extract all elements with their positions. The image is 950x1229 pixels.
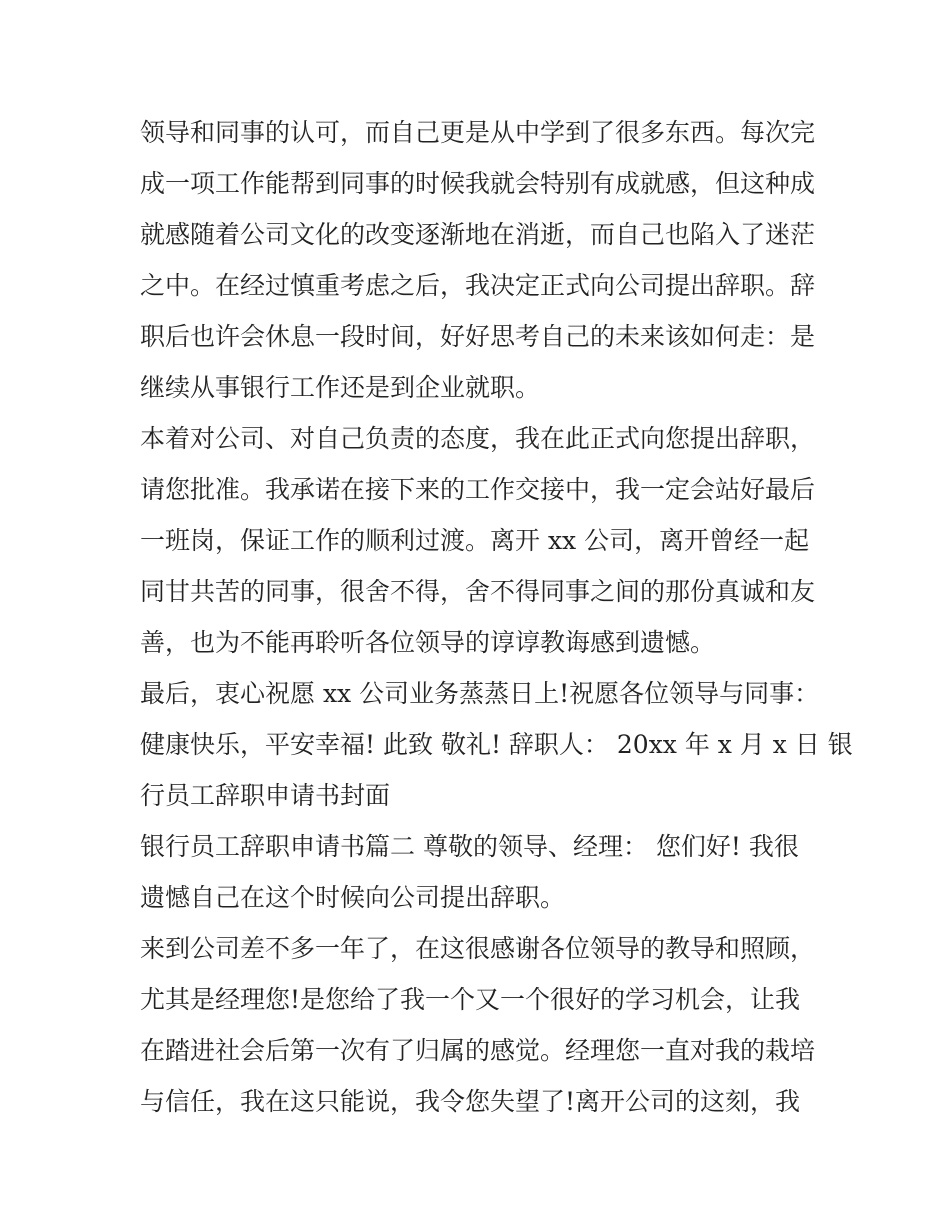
document-body <box>140 107 853 1127</box>
text-line: 同甘共苦的同事，很舍不得，舍不得同事之间的那份真诚和友 <box>140 577 816 606</box>
text-line: 本着对公司、对自己负责的态度，我在此正式向您提出辞职， <box>140 424 816 453</box>
text-line: 遗憾自己在这个时候向公司提出辞职。 <box>140 883 566 912</box>
text-line: 就感随着公司文化的改变逐渐地在消逝，而自己也陷入了迷茫 <box>140 220 816 249</box>
text-line: 银行员工辞职申请书篇二 尊敬的领导、经理： 您们好! 我很 <box>140 832 799 861</box>
text-line: 善，也为不能再聆听各位领导的谆谆教诲感到遗憾。 <box>140 628 716 657</box>
text-line: 一班岗，保证工作的顺利过渡。离开 xx 公司，离开曾经一起 <box>140 526 810 555</box>
text-line: 继续从事银行工作还是到企业就职。 <box>140 373 541 402</box>
text-line: 尤其是经理您!是您给了我一个又一个很好的学习机会，让我 <box>140 985 801 1014</box>
text-line: 请您批准。我承诺在接下来的工作交接中，我一定会站好最后 <box>140 475 816 504</box>
text-line: 来到公司差不多一年了，在这很感谢各位领导的教导和照顾， <box>140 934 816 963</box>
text-line: 健康快乐，平安幸福! 此致 敬礼! 辞职人： 20xx 年 x 月 x 日 银 <box>140 730 853 759</box>
text-line: 领导和同事的认可，而自己更是从中学到了很多东西。每次完 <box>140 118 816 147</box>
text-line: 职后也许会休息一段时间，好好思考自己的未来该如何走：是 <box>140 322 816 351</box>
text-line: 之中。在经过慎重考虑之后，我决定正式向公司提出辞职。辞 <box>140 271 816 300</box>
text-line: 行员工辞职申请书封面 <box>140 781 391 810</box>
text-line: 在踏进社会后第一次有了归属的感觉。经理您一直对我的栽培 <box>140 1036 816 1065</box>
text-line: 成一项工作能帮到同事的时候我就会特别有成就感，但这种成 <box>140 169 816 198</box>
text-line: 与信任，我在这只能说，我令您失望了!离开公司的这刻，我 <box>140 1087 801 1116</box>
text-line: 最后，衷心祝愿 xx 公司业务蒸蒸日上!祝愿各位领导与同事： <box>140 679 820 708</box>
